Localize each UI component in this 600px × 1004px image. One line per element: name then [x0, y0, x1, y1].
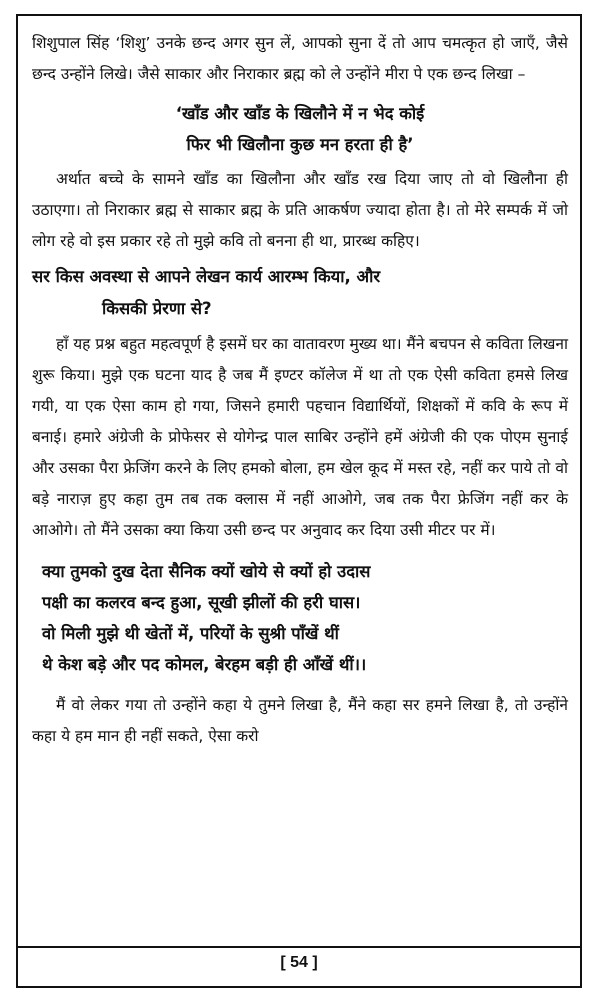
poem-line: वो मिली मुझे थी खेतों में, परियों के सुश्री पाँखें थीं: [42, 624, 339, 643]
page-frame: [16, 14, 582, 988]
closing-paragraph: मैं वो लेकर गया तो उन्होंने कहा ये तुमने लिखा है, मैंने कहा सर हमने लिखा है, तो उन्होंने कहा ये हम मान ही नहीं सकते, ऐसा करो: [32, 696, 568, 745]
couplet-line: ‘खाँड और खाँड के खिलौने में न भेद कोई: [175, 104, 425, 123]
footer-divider: [18, 946, 580, 948]
couplet: [32, 98, 568, 160]
explanation-paragraph: अर्थात बच्चे के सामने खाँड का खिलौना और खाँड रख दिया जाए तो वो खिलौना ही उठाएगा। तो निराकार ब्रह्म से साकार ब्रह्म के प्रति आकर्षण ज्यादा होता है। तो मेरे सम्पर्क में जो लोग रहे वो इस प्रकार रहे तो मुझे कवि तो बनना ही था, प्रारब्ध कहिए।: [32, 170, 568, 250]
page-number: [ 54 ]: [280, 954, 318, 971]
question-line: सर किस अवस्था से आपने लेखन कार्य आरम्भ किया, और: [32, 267, 381, 286]
poem-line: थे केश बड़े और पद कोमल, बेरहम बड़ी ही आँखें थीं।।: [42, 655, 367, 674]
page-content: [32, 28, 568, 752]
intro-paragraph: शिशुपाल सिंह ‘शिशु’ उनके छन्द अगर सुन लें, आपको सुना दें तो आप चमत्कृत हो जाएँ, जैसे छन्द उन्होंने लिखे। जैसे साकार और निराकार ब्रह्म को ले उन्होंने मीरा पे एक छन्द लिखा –: [32, 34, 568, 83]
couplet-line: फिर भी खिलौना कुछ मन हरता ही है’: [186, 135, 414, 154]
poem-line: पक्षी का कलरव बन्द हुआ, सूखी झीलों की हरी घास।: [42, 593, 361, 612]
question-line: किसकी प्रेरणा से?: [102, 299, 212, 318]
interview-question: [32, 261, 568, 325]
poem-line: क्या तुमको दुख देता सैनिक क्यों खोये से क्यों हो उदास: [42, 562, 371, 581]
answer-paragraph: हाँ यह प्रश्न बहुत महत्वपूर्ण है इसमें घर का वातावरण मुख्य था। मैंने बचपन से कविता लिखना शुरू किया। मुझे एक घटना याद है जब मैं इण्टर कॉलेज में था तो एक ऐसी कविता हमसे लिख गयी, या एक ऐसा काम हो गया, जिसने हमारी पहचान विद्यार्थियों, शिक्षकों में कवि के रूप में बनाई। हमारे अंग्रेजी के प्रोफेसर से योगेन्द्र पाल साबिर उन्होंने हमें अंग्रेजी की एक पोएम सुनाई और उसका पैरा फ्रेजिंग करने के लिए हमको बोला, हम खेल कूद में मस्त रहे, नहीं कर पाये तो वो बड़े नाराज़ हुए कहा तुम तब तक क्लास में नहीं आओगे, जब तक पैरा फ्रेजिंग नहीं कर के आओगे। तो मैंने उसका क्या किया उसी छन्द पर अनुवाद कर दिया उसी मीटर पर में।: [32, 335, 568, 539]
poem-stanza: [42, 556, 568, 680]
